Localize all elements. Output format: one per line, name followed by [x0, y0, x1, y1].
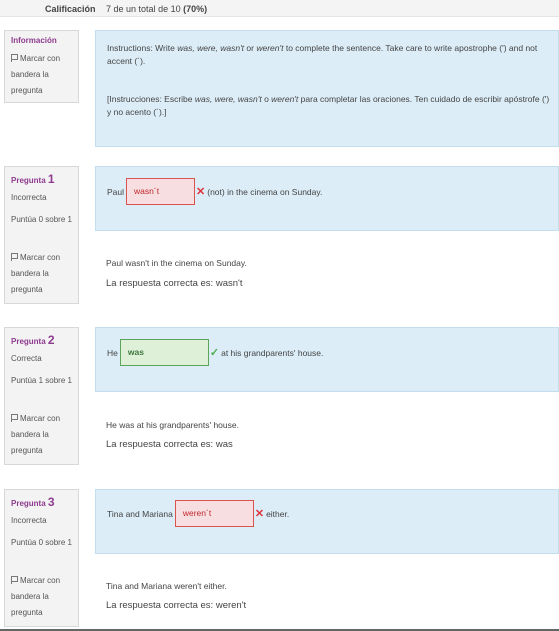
instructions-en: Instructions: Write was, were, wasn't or weren't to complete the sentence. Take care to write apostrophe (') and not accent (´). — [107, 43, 538, 66]
question-2-status: Correcta — [11, 354, 42, 363]
question-1-feedback: Paul wasn't in the cinema on Sunday. — [106, 258, 247, 268]
grade-of: de un total de 10 — [113, 4, 181, 14]
question-3-before: Tina and Mariana — [107, 508, 173, 519]
question-3-flag-button[interactable] — [11, 573, 77, 621]
question-2-sidebar — [4, 327, 79, 465]
question-2-flag-button[interactable] — [11, 411, 77, 459]
flag-label: Marcar con bandera la pregunta — [11, 576, 61, 617]
question-1-before: Paul — [107, 186, 125, 197]
instructions-es: [Instrucciones: Escribe was, were, wasn't o weren't para completar las oraciones. Ten cuidado de escribir apóstrofe (') y no acento (´).] — [107, 94, 550, 117]
question-2-answer-input[interactable]: was — [120, 339, 209, 366]
question-2-sentence — [107, 339, 323, 366]
question-2-score: Puntúa 1 sobre 1 — [11, 376, 72, 385]
grade-value — [106, 4, 207, 14]
question-3-panel — [95, 489, 559, 554]
question-2-after: at his grandparents' house. — [221, 347, 324, 358]
question-2-feedback: He was at his grandparents' house. — [106, 420, 239, 430]
info-flag-button[interactable] — [11, 51, 77, 99]
question-3-sentence — [107, 500, 289, 527]
question-3-status: Incorrecta — [11, 516, 47, 525]
question-3-title: Pregunta 3 — [11, 495, 55, 509]
grade-label: Calificación — [45, 4, 96, 14]
grade-row — [0, 0, 559, 17]
question-1-correct-answer: La respuesta correcta es: wasn't — [106, 278, 243, 289]
question-3-score: Puntúa 0 sobre 1 — [11, 538, 72, 547]
question-1-flag-button[interactable] — [11, 250, 77, 298]
question-2-before: He — [107, 347, 118, 358]
question-1-panel — [95, 166, 559, 231]
question-2-title: Pregunta 2 — [11, 333, 55, 347]
question-3-sidebar — [4, 489, 79, 627]
cross-icon: ✕ — [254, 508, 265, 520]
flag-icon — [11, 253, 18, 261]
grade-score: 7 — [106, 4, 112, 14]
question-3-answer-input[interactable]: weren´t — [175, 500, 254, 527]
flag-icon — [11, 576, 18, 584]
flag-icon — [11, 414, 18, 422]
question-3-after: either. — [266, 508, 290, 519]
question-1-title: Pregunta 1 — [11, 172, 55, 186]
question-1-sidebar — [4, 166, 79, 304]
flag-label: Marcar con bandera la pregunta — [11, 54, 61, 95]
question-1-answer-input[interactable]: wasn´t — [126, 178, 195, 205]
flag-icon — [11, 54, 18, 62]
question-3-correct-answer: La respuesta correcta es: weren't — [106, 600, 247, 611]
info-title: Información — [11, 36, 57, 45]
question-2-correct-answer: La respuesta correcta es: was — [106, 439, 233, 450]
info-panel — [95, 30, 559, 147]
question-1-sentence — [107, 178, 322, 205]
question-2-panel — [95, 327, 559, 392]
info-sidebar — [4, 30, 79, 103]
flag-label: Marcar con bandera la pregunta — [11, 414, 61, 455]
check-icon: ✓ — [209, 347, 220, 359]
flag-label: Marcar con bandera la pregunta — [11, 253, 61, 294]
cross-icon: ✕ — [196, 186, 206, 198]
grade-percent: (70%) — [183, 4, 208, 14]
question-1-status: Incorrecta — [11, 193, 47, 202]
question-1-after: (not) in the cinema on Sunday. — [207, 186, 323, 197]
question-1-score: Puntúa 0 sobre 1 — [11, 215, 72, 224]
question-3-feedback: Tina and Mariana weren't either. — [106, 581, 227, 591]
